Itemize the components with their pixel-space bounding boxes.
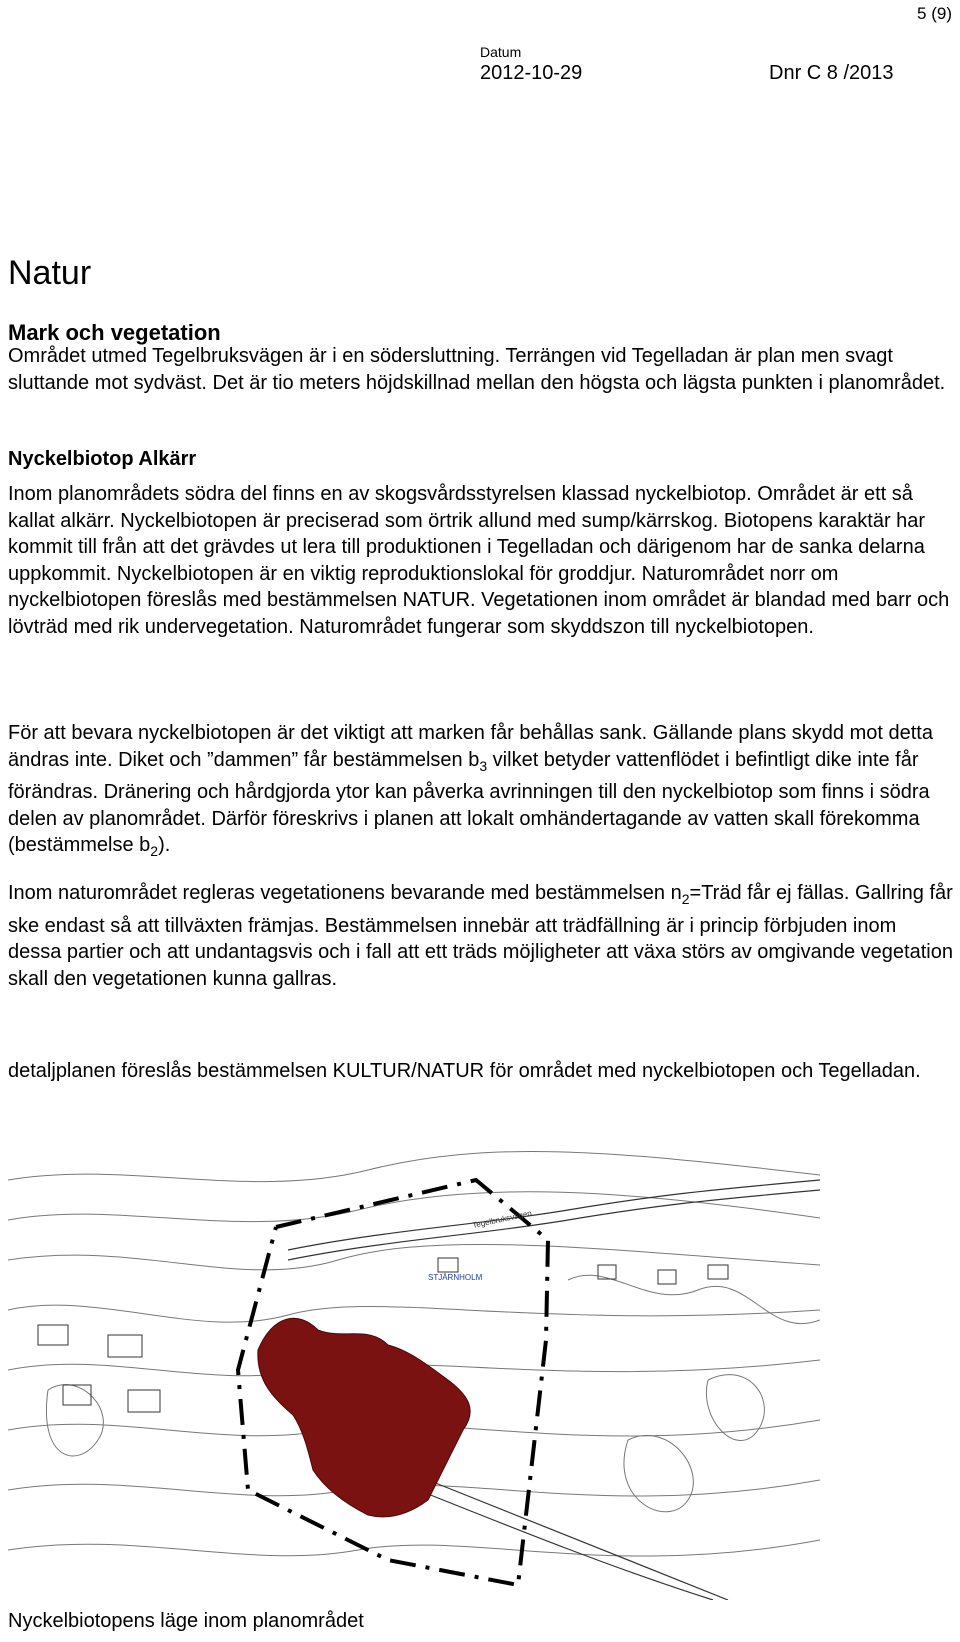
place-label: STJÄRNHOLM	[428, 1273, 483, 1282]
paragraph-protection: För att bevara nyckelbiotopen är det viktigt att marken får behållas sank. Gällande plans skydd mot detta ändras inte. Diket och ”dammen” får bestämmelsen $b_3$ vilket betyder vattenflödet i befintligt dike inte får förändras. Dränering och hårdgjorda ytor kan påverka avrinningen till den nyckelbiotop som finns i södra delen av planområdet. Därför föreskrivs i planen att lokalt omhändertagande av vatten skall förekomma (bestämmelse $b_2$).	[8, 722, 933, 859]
plan-map	[8, 1140, 820, 1600]
section-title: Natur	[8, 254, 92, 292]
paragraph-regulation: Inom naturområdet regleras vegetationens bevarande med bestämmelsen $n_2=Träd$ får ej fällas. Gallring får ske endast så att tillväxten främjas. Bestämmelsen innebär att trädfällning är i princip förbjuden inom dessa partier och att undantagsvis och i fall att ett träds möjligheter att växa störs av omgivande vegetation skall den vegetationen kunna gallras.	[8, 882, 953, 990]
paragraph-proposal: detaljplanen föreslås bestämmelsen KULTUR/NATUR för området med nyckelbiotopen och Tegelladan.	[8, 1060, 921, 1082]
map-caption: Nyckelbiotopens läge inom planområdet	[8, 1610, 364, 1632]
document-date: 2012-10-29	[480, 62, 583, 84]
road-label: Tegelbruksvägen	[471, 1208, 533, 1230]
page-number: 5 (9)	[917, 4, 952, 23]
date-label: Datum	[480, 44, 522, 60]
reference-number: Dnr C 8 /2013	[769, 62, 894, 84]
paragraph-terrain: Området utmed Tegelbruksvägen är i en södersluttning. Terrängen vid Tegelladan är plan men svagt sluttande mot sydväst. Det är tio meters höjdskillnad mellan den högsta och lägsta punkten i planområdet.	[8, 345, 946, 394]
subheading-biotope: Nyckelbiotop Alkärr	[8, 448, 197, 470]
section-subtitle: Mark och vegetation	[8, 320, 221, 345]
paragraph-biotope: Inom planområdets södra del finns en av skogsvårdsstyrelsen klassad nyckelbiotop. Området är ett så kallat alkärr. Nyckelbiotopen är preciserad som örtrik allund med sump/kärrskog. Biotopens karaktär har kommit till från att det grävdes ut lera till produktionen i Tegelladan och därigenom har de sanka delarna uppkommit. Nyckelbiotopen är en viktig reproduktionslokal för groddjur. Naturområdet norr om nyckelbiotopen föreslås med bestämmelsen NATUR. Vegetationen inom området är blandad med barr och lövträd med rik undervegetation. Naturområdet fungerar som skyddszon till nyckelbiotopen.	[8, 483, 950, 638]
